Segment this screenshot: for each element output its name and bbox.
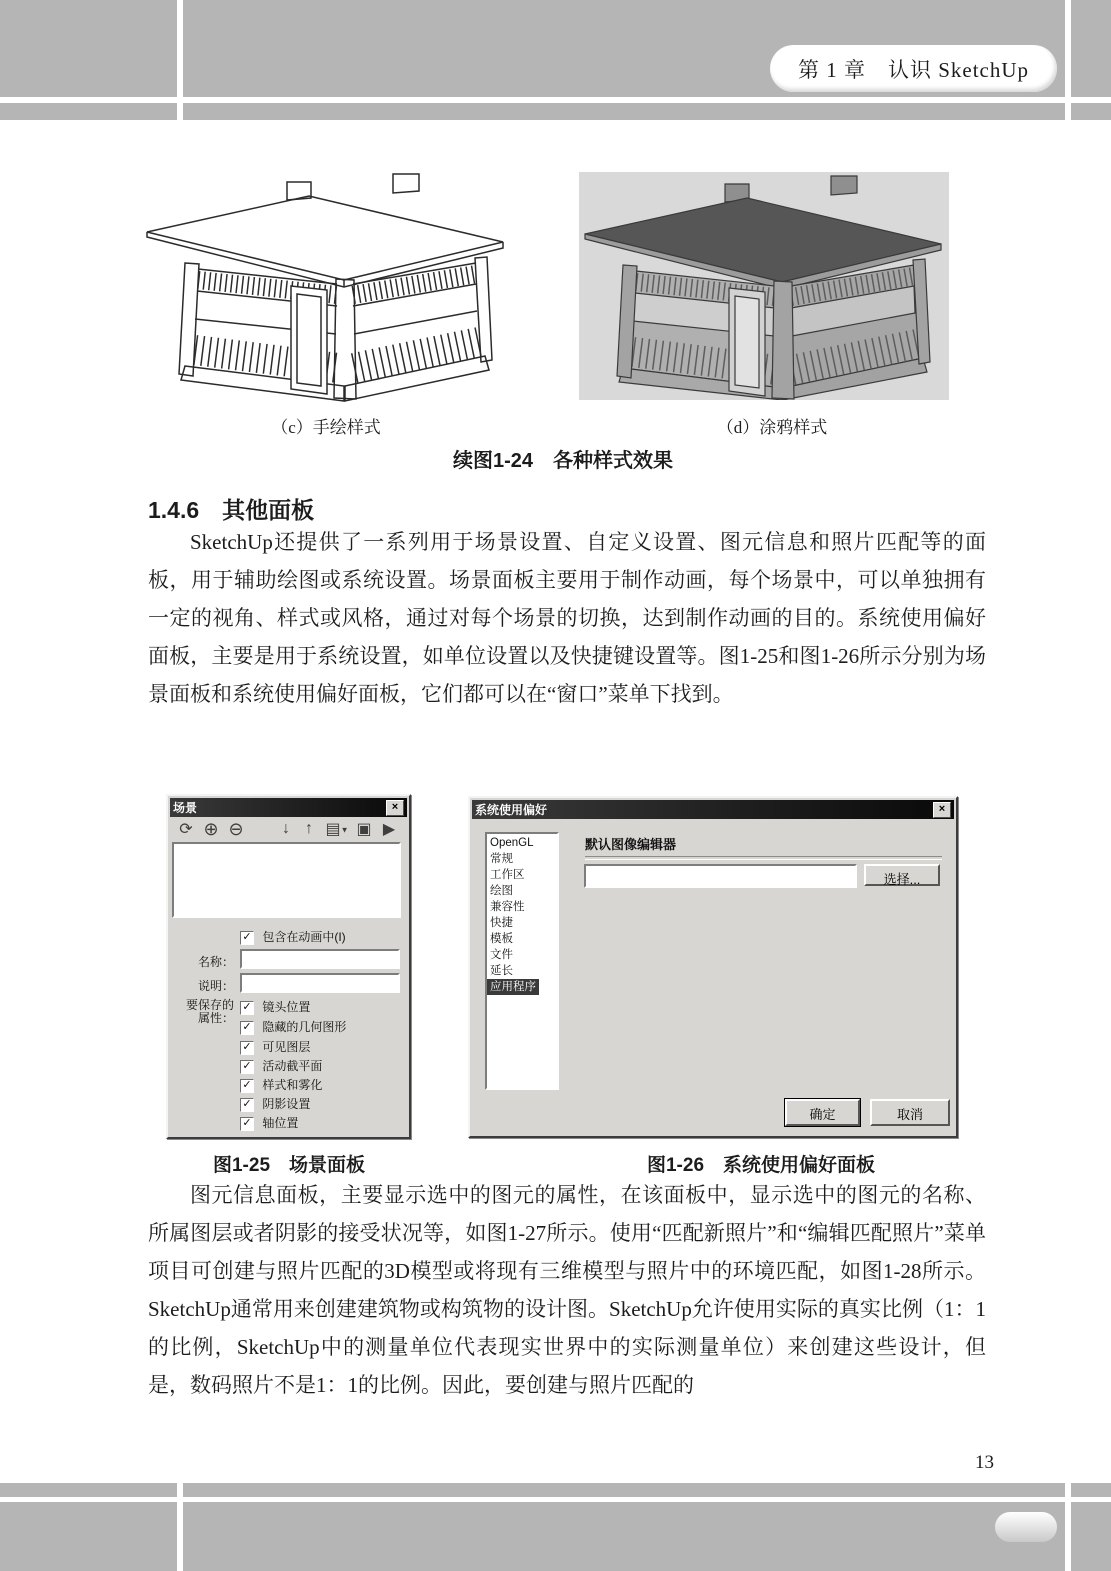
preferences-category-list: [485, 832, 559, 1090]
figure-painted: [578, 172, 950, 400]
preferences-titlebar: [472, 800, 954, 819]
category-item-opengl[interactable]: OpenGL: [490, 837, 534, 849]
image-editor-path-input[interactable]: [584, 864, 857, 888]
scenes-panel: [166, 794, 411, 1139]
preferences-title: 系统使用偏好: [475, 803, 548, 817]
category-item-workspace[interactable]: 工作区: [490, 869, 525, 881]
scenes-close-icon[interactable]: ×: [386, 800, 404, 816]
scenes-panel-titlebar: [170, 798, 407, 817]
style-and-fog-checkbox[interactable]: ✓ 样式和雾化: [240, 1076, 322, 1093]
view-options-icon[interactable]: ▤▼: [325, 821, 349, 838]
category-item-files[interactable]: 文件: [490, 949, 513, 961]
figure-126-caption: 图1-26 系统使用偏好面板: [646, 1155, 876, 1176]
figure-125-caption: 图1-25 场景面板: [212, 1155, 366, 1176]
checkbox-icon: ✓: [240, 931, 254, 945]
checkbox-icon: ✓: [240, 1021, 254, 1035]
category-item-drawing[interactable]: 绘图: [490, 885, 513, 897]
hand-drawn-style-figure: [140, 170, 512, 402]
visible-layers-checkbox[interactable]: ✓ 可见图层: [240, 1038, 310, 1055]
paragraph-2: 图元信息面板，主要显示选中的图元的属性，在该面板中，显示选中的图元的名称、所属图层或者阴影的接受状况等，如图1-27所示。使用“匹配新照片”和“编辑匹配照片”菜单项目可创建与照片匹配的3D模型或将现有三维模型与照片中的环境匹配，如图1-28所示。SketchUp通常用来创建建筑物或构筑物的设计图。SketchUp允许使用实际的真实比例（1：1的比例，SketchUp中的测量单位代表现实世界中的实际测量单位）来创建这些设计，但是，数码照片不是1：1的比例。因此，要创建与照片匹配的: [148, 1183, 986, 1397]
panel-menu-icon[interactable]: ▶: [382, 821, 396, 838]
category-item-shortcuts[interactable]: 快捷: [490, 917, 513, 929]
move-scene-up-icon[interactable]: ↑: [305, 820, 313, 837]
figure-hand-drawn: [140, 170, 512, 402]
chapter-title: 第 1 章 认识 SketchUp: [797, 57, 1030, 82]
hidden-geometry-checkbox[interactable]: ✓ 隐藏的几何图形: [240, 1018, 346, 1035]
include-in-animation-checkbox[interactable]: ✓ 包含在动画中(I): [240, 928, 346, 945]
scenes-panel-title: 场景: [173, 801, 198, 815]
checkbox-icon: ✓: [240, 1001, 254, 1015]
choose-button[interactable]: 选择...: [864, 864, 940, 886]
active-section-planes-checkbox[interactable]: ✓ 活动截平面: [240, 1057, 322, 1074]
preferences-panel: [468, 796, 958, 1138]
remove-scene-icon[interactable]: ⊖: [228, 818, 244, 839]
ok-button[interactable]: 确定: [785, 1099, 860, 1126]
top-band-divider-right: [1065, 0, 1071, 120]
name-label: 名称：: [197, 955, 234, 969]
top-thin-band: [0, 103, 1111, 120]
scene-name-input[interactable]: [240, 949, 400, 969]
bottom-band-divider-right: [1065, 1483, 1071, 1571]
section-heading: 1.4.6 其他面板: [148, 497, 315, 523]
category-item-compatibility[interactable]: 兼容性: [490, 901, 525, 913]
show-details-icon[interactable]: ▣: [356, 821, 372, 838]
painted-style-figure: [578, 172, 950, 400]
checkbox-icon: ✓: [240, 1041, 254, 1055]
category-item-general[interactable]: 常规: [490, 853, 513, 865]
bottom-corner-pill: [995, 1512, 1057, 1542]
checkbox-icon: ✓: [240, 1098, 254, 1112]
axes-location-checkbox[interactable]: ✓ 轴位置: [240, 1114, 298, 1131]
paragraph-1: SketchUp还提供了一系列用于场景设置、自定义设置、图元信息和照片匹配等的面板，用于辅助绘图或系统设置。场景面板主要用于制作动画，每个场景中，可以单独拥有一定的视角、样式或风格，通过对每个场景的切换，达到制作动画的目的。系统使用偏好面板，主要是用于系统设置，如单位设置以及快捷键设置等。图1-25和图1-26所示分别为场景面板和系统使用偏好面板，它们都可以在“窗口”菜单下找到。: [148, 530, 986, 706]
scenes-list[interactable]: [172, 842, 401, 918]
preferences-close-icon[interactable]: ×: [933, 802, 951, 818]
bottom-band: [0, 1502, 1111, 1571]
properties-to-save-label: 要保存的 属性：: [185, 998, 234, 1025]
camera-location-checkbox[interactable]: ✓ 镜头位置: [240, 998, 310, 1015]
default-image-editor-heading: 默认图像编辑器: [585, 837, 677, 852]
checkbox-icon: ✓: [240, 1117, 254, 1131]
move-scene-down-icon[interactable]: ↓: [282, 820, 290, 837]
shadow-settings-checkbox[interactable]: ✓ 阴影设置: [240, 1095, 310, 1112]
chapter-header-pill: [770, 45, 1057, 92]
bottom-thin-band: [0, 1483, 1111, 1497]
scene-description-input[interactable]: [240, 973, 400, 993]
description-label: 说明：: [197, 979, 234, 993]
category-item-applications[interactable]: 应用程序: [487, 979, 539, 995]
add-scene-icon[interactable]: ⊕: [203, 818, 219, 839]
figure-124-caption: 续图1-24 各种样式效果: [452, 450, 674, 472]
page-number: 13: [975, 1452, 994, 1473]
caption-painted: （d）涂鸦样式: [716, 418, 828, 437]
group-divider: [585, 856, 942, 860]
category-item-extensions[interactable]: 延长: [490, 965, 513, 977]
bottom-band-divider-left: [177, 1483, 183, 1571]
scenes-toolbar: [170, 817, 407, 841]
checkbox-icon: ✓: [240, 1079, 254, 1093]
refresh-icon[interactable]: ⟳: [179, 821, 193, 838]
top-band-divider-left: [177, 0, 183, 120]
checkbox-icon: ✓: [240, 1060, 254, 1074]
cancel-button[interactable]: 取消: [870, 1099, 950, 1126]
category-item-template[interactable]: 模板: [490, 933, 513, 945]
caption-hand-drawn: （c）手绘样式: [271, 418, 381, 437]
